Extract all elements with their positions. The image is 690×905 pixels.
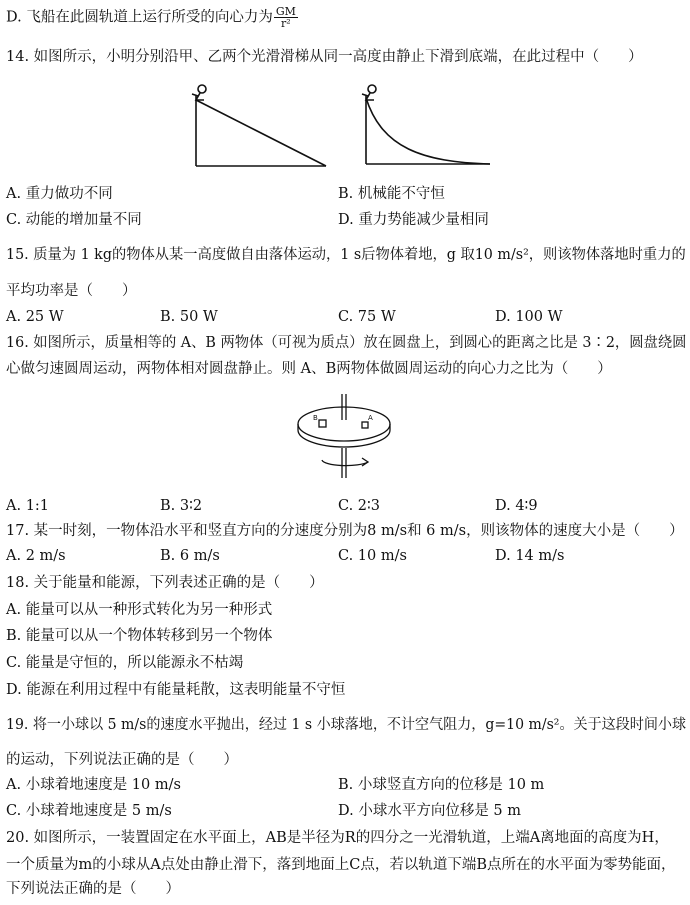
q15-option-b: B. 50 W	[160, 309, 218, 325]
q19-stem-line1: 19. 将一小球以 5 m/s的速度水平抛出，经过 1 s 小球落地，不计空气阻力，g=10 m/s²。关于这段时间小球	[6, 717, 687, 733]
q17-stem: 17. 某一时刻，一物体沿水平和竖直方向的分速度分别为8 m/s和 6 m/s，则该物体的速度大小是（ ）	[6, 523, 684, 539]
q20-stem-line2: 一个质量为m的小球从A点处由静止滑下，落到地面上C点，若以轨道下端B点所在的水平面为零势能面，	[6, 857, 676, 873]
q14-stem: 14. 如图所示，小明分别沿甲、乙两个光滑滑梯从同一高度由静止下滑到底端，在此过程中（ ）	[6, 49, 643, 65]
q18-option-b: B. 能量可以从一个物体转移到另一个物体	[6, 628, 273, 644]
q16-option-a: A. 1:1	[6, 498, 50, 514]
q13-option-d-text: D. 飞船在此圆轨道上运行所受的向心力为	[6, 9, 273, 26]
disk-label-b: B	[313, 414, 318, 422]
q16-stem-line1: 16. 如图所示，质量相等的 A、B 两物体（可视为质点）放在圆盘上，到圆心的距离之比是 3∶2，圆盘绕圆	[6, 335, 687, 351]
fraction-denominator: r²	[281, 17, 291, 30]
q19-option-d: D. 小球水平方向位移是 5 m	[338, 803, 522, 819]
q18-option-c: C. 能量是守恒的，所以能源永不枯竭	[6, 655, 244, 671]
q16-option-b: B. 3∶2	[160, 498, 203, 514]
q15-stem-line1: 15. 质量为 1 kg的物体从某一高度做自由落体运动，1 s后物体着地，g 取10 m/s²，则该物体落地时重力的	[6, 247, 686, 263]
q17-option-b: B. 6 m/s	[160, 548, 220, 564]
q19-stem-line2: 的运动，下列说法正确的是（ ）	[6, 752, 238, 768]
centripetal-force-fraction	[274, 6, 298, 29]
q18-stem: 18. 关于能量和能源，下列表述正确的是（ ）	[6, 575, 324, 591]
q18-option-d: D. 能源在利用过程中有能量耗散，这表明能量不守恒	[6, 682, 346, 698]
slide-yi-figure	[352, 78, 492, 173]
q15-option-a: A. 25 W	[6, 309, 64, 325]
q14-option-b: B. 机械能不守恒	[338, 186, 445, 202]
q14-option-d: D. 重力势能减少量相同	[338, 212, 489, 228]
q20-stem-line3: 下列说法正确的是（ ）	[6, 881, 180, 897]
q17-option-c: C. 10 m/s	[338, 548, 407, 564]
q15-option-d: D. 100 W	[495, 309, 563, 325]
q16-option-c: C. 2∶3	[338, 498, 381, 514]
q16-option-d: D. 4∶9	[495, 498, 538, 514]
q16-stem-line2: 心做匀速圆周运动，两物体相对圆盘静止。则 A、B两物体做圆周运动的向心力之比为（ ）	[6, 361, 612, 377]
q20-stem-line1: 20. 如图所示，一装置固定在水平面上，AB是半径为R的四分之一光滑轨道，上端A离地面的高度为H，	[6, 830, 669, 846]
q18-option-a: A. 能量可以从一种形式转化为另一种形式	[6, 602, 273, 618]
q14-option-a: A. 重力做功不同	[6, 186, 113, 202]
q19-option-b: B. 小球竖直方向的位移是 10 m	[338, 777, 545, 793]
disk-label-a: A	[368, 414, 373, 422]
q19-option-a: A. 小球着地速度是 10 m/s	[6, 777, 181, 793]
q19-option-c: C. 小球着地速度是 5 m/s	[6, 803, 172, 819]
rotating-disk-figure	[296, 390, 392, 486]
q15-stem-line2: 平均功率是（ ）	[6, 283, 137, 299]
q17-option-d: D. 14 m/s	[495, 548, 565, 564]
q13-option-d	[6, 6, 298, 29]
fraction-numerator: GM	[275, 5, 296, 18]
q15-option-c: C. 75 W	[338, 309, 396, 325]
slide-jia-figure	[180, 78, 330, 173]
q14-option-c: C. 动能的增加量不同	[6, 212, 142, 228]
q17-option-a: A. 2 m/s	[6, 548, 66, 564]
